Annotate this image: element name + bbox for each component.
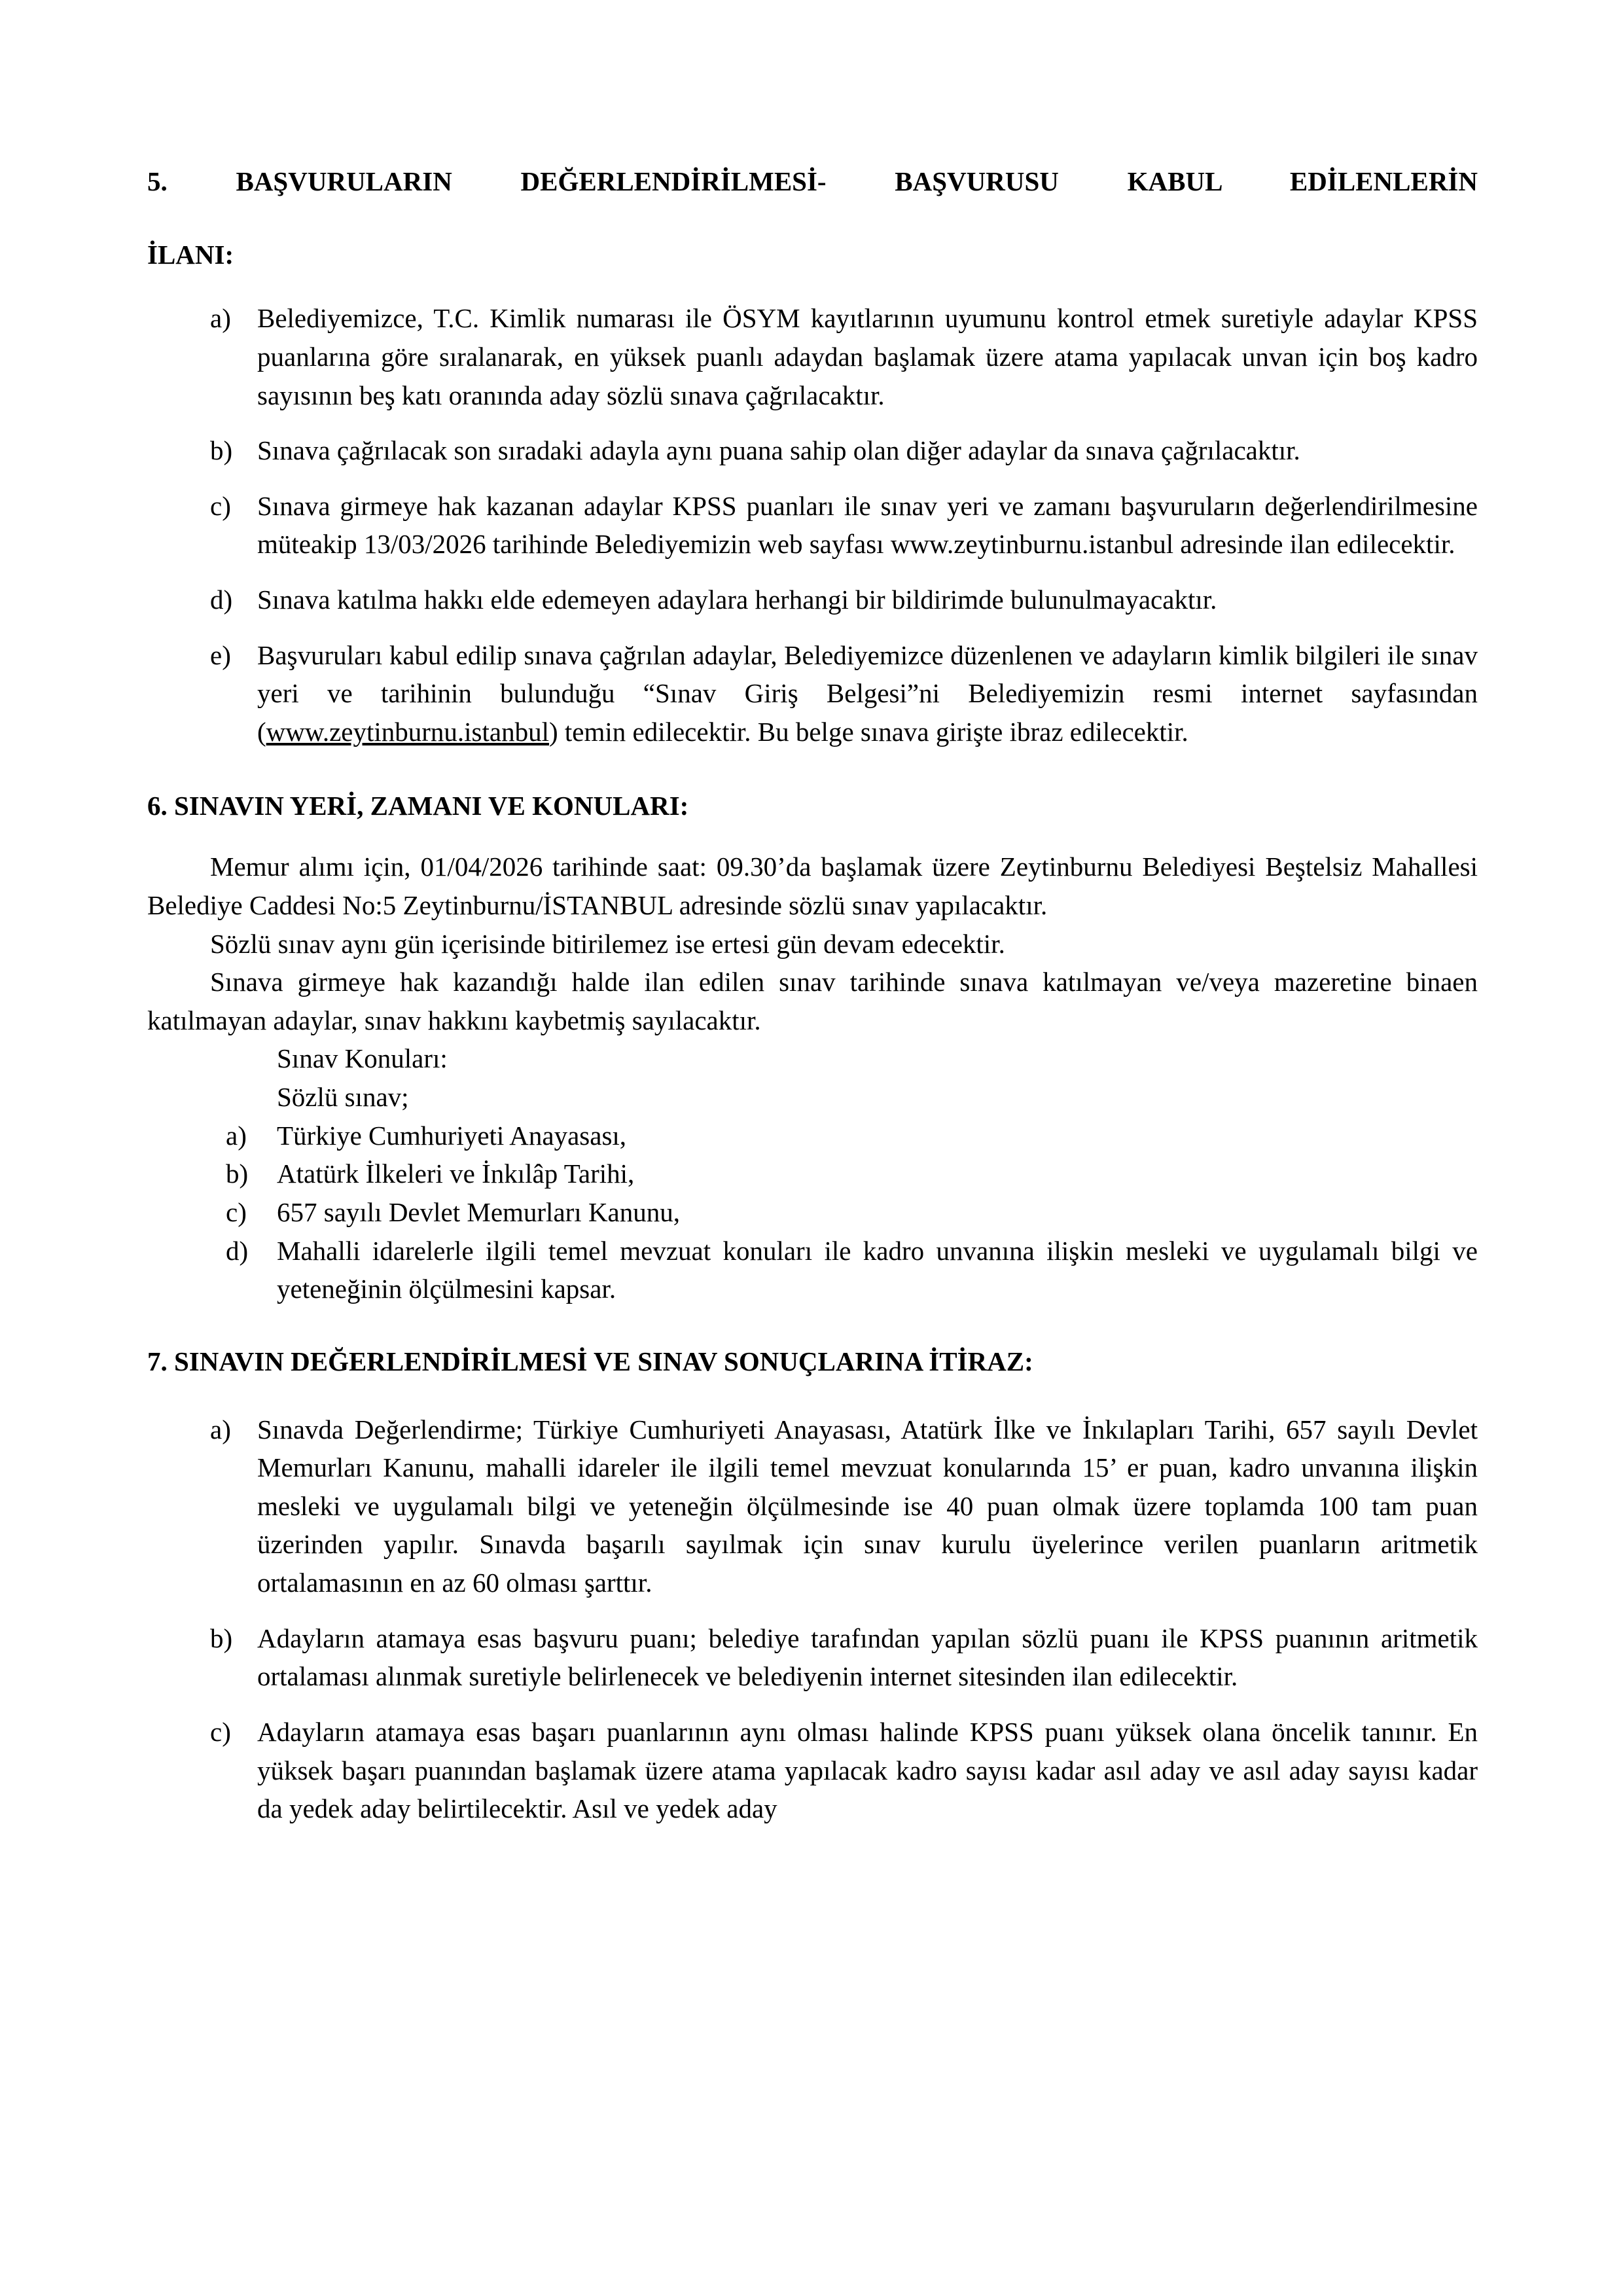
- list-item: [147, 431, 1478, 470]
- list-item-text-before-url: Sınava girmeye hak kazanan adaylar KPSS puanları ile sınav yeri ve zamanı başvuruların değerlendirilmesine müteakip 13/03/2026 tarihinde Belediyemizin web sayfası: [257, 490, 1478, 560]
- list-marker: d): [226, 1235, 249, 1266]
- list-item-text: Mahalli idarelerle ilgili temel mevzuat konuları ile kadro unvanına ilişkin mesleki ve uygulamalı bilgi ve yeteneğinin ölçülmesini kapsar.: [277, 1235, 1478, 1304]
- exam-type-label: Sözlü sınav;: [277, 1082, 409, 1112]
- list-item-text: Atatürk İlkeleri ve İnkılâp Tarihi,: [277, 1158, 635, 1189]
- section-5-heading-line-1: 5. BAŞVURULARIN DEĞERLENDİRİLMESİ- BAŞVURUSU KABUL EDİLENLERİN: [147, 166, 1478, 196]
- website-link[interactable]: www.zeytinburnu.istanbul: [890, 529, 1174, 560]
- list-item-text-after-url: adresinde ilan edilecektir.: [1173, 529, 1455, 560]
- list-item-text: 657 sayılı Devlet Memurları Kanunu,: [277, 1196, 681, 1227]
- exam-subjects-label: Sınav Konuları:: [277, 1043, 448, 1074]
- section-6-heading: 6. SINAVIN YERİ, ZAMANI VE KONULARI:: [147, 790, 689, 821]
- list-item-text: Sınavda Değerlendirme; Türkiye Cumhuriyeti Anayasası, Atatürk İlke ve İnkılapları Tarihi, 657 sayılı Devlet Memurları Kanunu, mahalli idareler ile ilgili temel mevzuat konularında 15’ er puan, kadro unvanına ilişkin mesleki ve uygulamalı bilgi ve yeteneğin ölçülmesinde ise 40 puan olmak üzere toplamda 100 tam puan üzerinden yapılır. Sınavda başarılı sayılmak için sınav kurulu üyelerince verilen puanların aritmetik ortalamasının en az 60 olması şarttır.: [257, 1414, 1478, 1598]
- list-item: [147, 636, 1478, 751]
- list-marker: c): [210, 1716, 231, 1747]
- section-6-paragraph-3: Sınava girmeye hak kazandığı halde ilan edilen sınav tarihinde sınava katılmayan ve/veya mazeretine binaen katılmayan adaylar, sınav hakkını kaybetmiş sayılacaktır.: [147, 967, 1478, 1035]
- list-item: [147, 1155, 1478, 1193]
- section-5-heading-line-2: İLANI:: [147, 239, 234, 270]
- list-marker: c): [226, 1196, 247, 1227]
- list-item: [147, 1410, 1478, 1602]
- list-marker: d): [210, 584, 233, 615]
- list-item-text: Adayların atamaya esas başarı puanlarının aynı olması halinde KPSS puanı yüksek olana öncelik tanınır. En yüksek başarı puanından başlamak üzere atama yapılacak kadro sayısı kadar asıl aday ve asıl aday sayısı kadar da yedek aday belirtilecektir. Asıl ve yedek aday: [257, 1716, 1478, 1824]
- section-6-paragraph-2: Sözlü sınav aynı gün içerisinde bitirilemez ise ertesi gün devam edecektir.: [210, 928, 1005, 959]
- section-6-body: [147, 848, 1478, 1039]
- list-item: [147, 1713, 1478, 1828]
- list-marker: a): [226, 1120, 247, 1151]
- section-7-heading: 7. SINAVIN DEĞERLENDİRİLMESİ VE SINAV SONUÇLARINA İTİRAZ:: [147, 1346, 1033, 1376]
- list-item: [147, 487, 1478, 564]
- list-item-text: Adayların atamaya esas başvuru puanı; belediye tarafından yapılan sözlü puanı ile KPSS puanının aritmetik ortalaması alınmak suretiyle belirlenecek ve belediyenin internet sitesinden ilan edilecektir.: [257, 1623, 1478, 1692]
- list-item-text: Belediyemizce, T.C. Kimlik numarası ile ÖSYM kayıtlarının uyumunu kontrol etmek suretiyle adaylar KPSS puanlarına göre sıralanarak, en yüksek puanlı adaydan başlamak üzere atama yapılacak unvan için boş kadro sayısının beş katı oranında aday sözlü sınava çağrılacaktır.: [257, 303, 1478, 410]
- list-marker: a): [210, 1414, 231, 1444]
- list-item-text-after-url: ) temin edilecektir. Bu belge sınava girişte ibraz edilecektir.: [548, 716, 1188, 747]
- list-item: [147, 299, 1478, 414]
- list-item: [147, 581, 1478, 619]
- list-item: [147, 1232, 1478, 1308]
- list-item: [147, 1193, 1478, 1232]
- list-marker: b): [210, 435, 233, 466]
- list-marker: b): [210, 1623, 233, 1653]
- section-5-list: [147, 299, 1478, 751]
- page-content: [147, 164, 1478, 1828]
- list-marker: b): [226, 1158, 249, 1189]
- section-6-paragraph-1: Memur alımı için, 01/04/2026 tarihinde saat: 09.30’da başlamak üzere Zeytinburnu Belediyesi Beştelsiz Mahallesi Belediye Caddesi No:5 Zeytinburnu/İSTANBUL adresinde sözlü sınav yapılacaktır.: [147, 852, 1478, 920]
- list-item: [147, 1619, 1478, 1696]
- list-item: [147, 1117, 1478, 1155]
- section-7-list: [147, 1410, 1478, 1828]
- exam-subjects-list: [147, 1117, 1478, 1308]
- list-item-text: Sınava çağrılacak son sıradaki adayla aynı puana sahip olan diğer adaylar da sınava çağrılacaktır.: [257, 435, 1300, 466]
- section-5-heading: [147, 164, 1478, 273]
- list-marker: c): [210, 490, 231, 521]
- list-item-text-before-url: Başvuruları kabul edilip sınava çağrılan adaylar, Belediyemizce düzenlenen ve adayların kimlik bilgileri ile sınav yeri ve tarihinin bulunduğu “Sınav Giriş Belgesi”ni Belediyemizin resmi internet sayfasından (: [257, 639, 1478, 747]
- list-marker: a): [210, 303, 231, 334]
- list-marker: e): [210, 639, 231, 670]
- list-item-text: Türkiye Cumhuriyeti Anayasası,: [277, 1120, 627, 1151]
- list-item-text: Sınava katılma hakkı elde edemeyen adaylara herhangi bir bildirimde bulunulmayacaktır.: [257, 584, 1217, 615]
- website-link[interactable]: www.zeytinburnu.istanbul: [266, 716, 549, 747]
